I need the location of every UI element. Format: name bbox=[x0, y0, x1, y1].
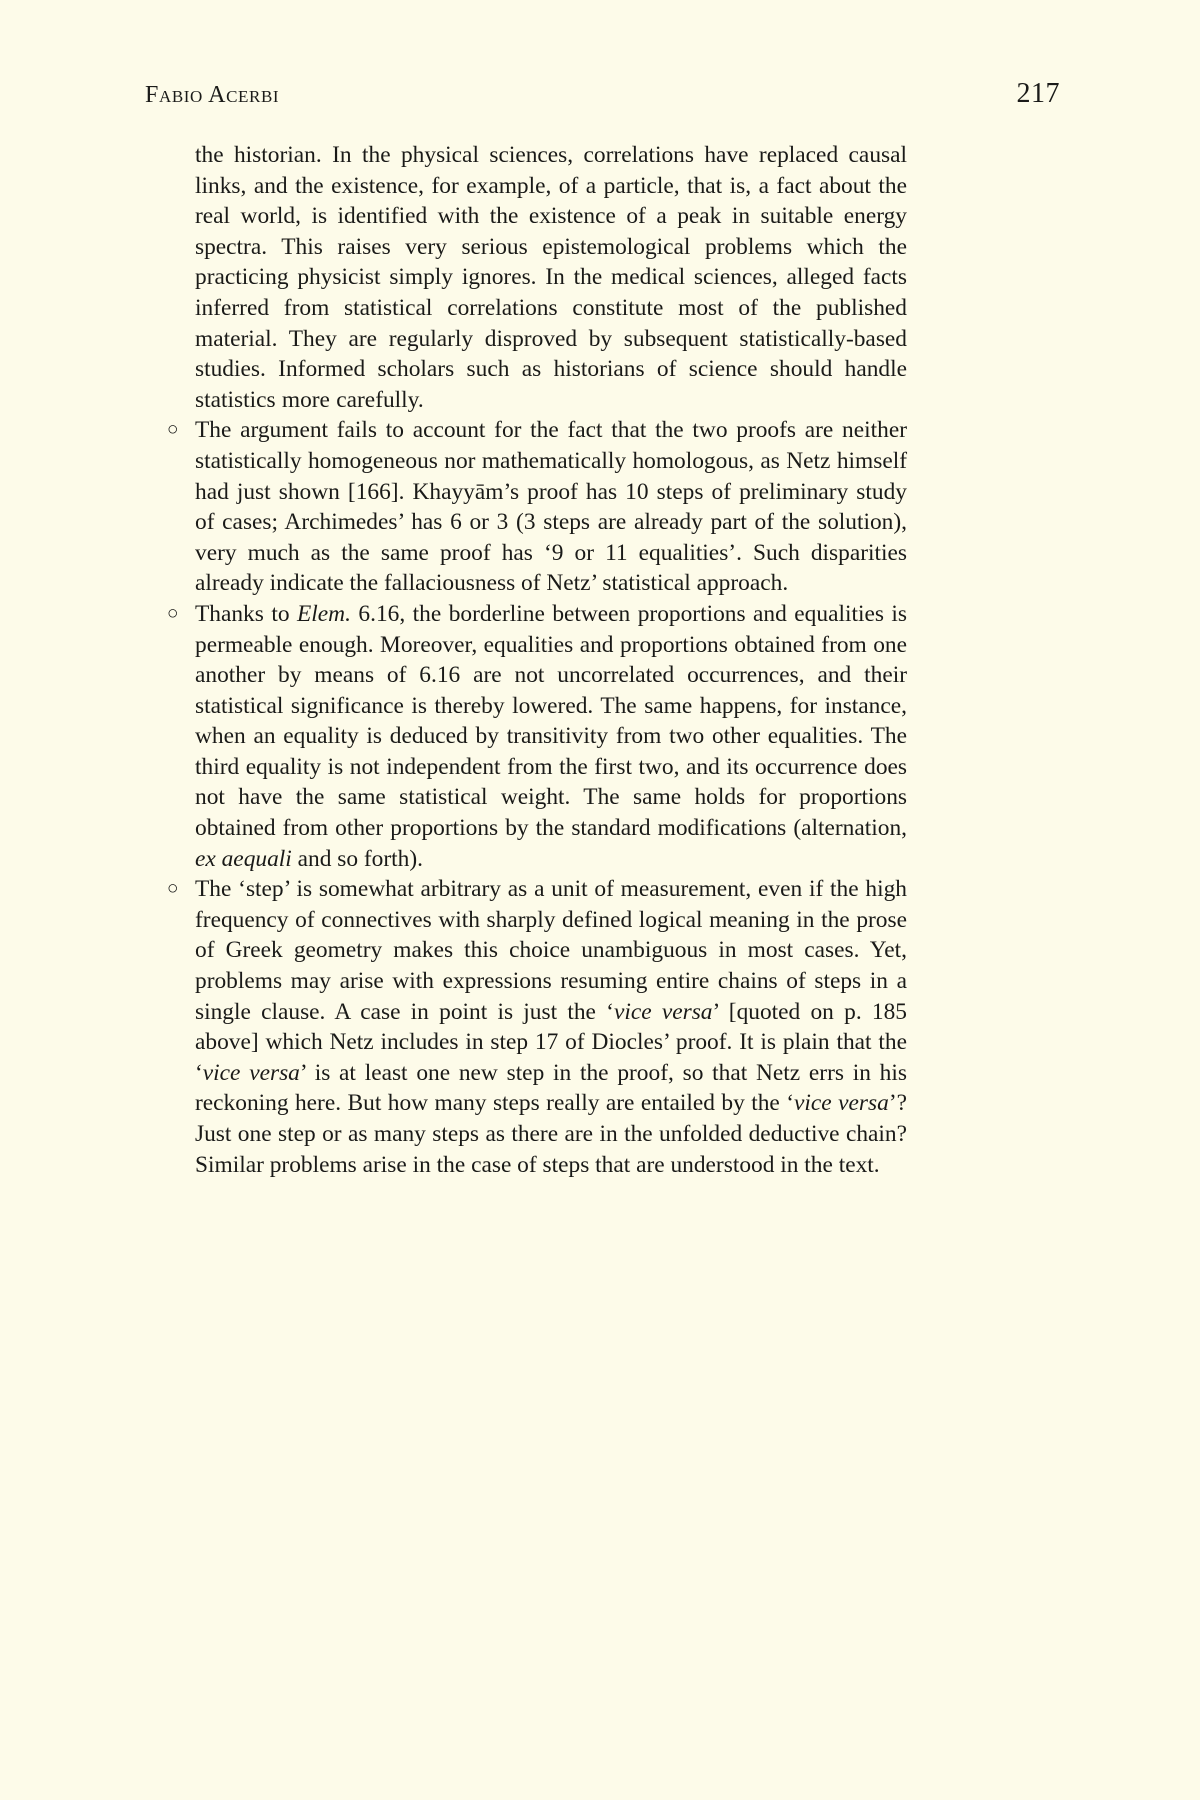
italic-run: ex aequali bbox=[195, 845, 292, 872]
running-head bbox=[145, 78, 1060, 110]
text-run: ’ [quoted on p. 185 above] which Netz includes in step 17 of Diocles’ proof. It is plain that the ‘ bbox=[195, 998, 907, 1086]
italic-run: Elem. bbox=[297, 600, 351, 627]
text-run: ’? Just one step or as many steps as there are in the unfolded deductive chain? Similar problems arise in the case of steps that are understood in the text. bbox=[195, 1090, 907, 1178]
text-run: and so forth). bbox=[291, 845, 423, 872]
page-number: 217 bbox=[1016, 78, 1060, 109]
running-head-author: Fabio Acerbi bbox=[145, 82, 280, 108]
continued-paragraph bbox=[145, 140, 907, 415]
list-item-text bbox=[195, 417, 907, 596]
text-run: The ‘step’ is somewhat arbitrary as a unit of measurement, even if the high frequency of connectives with sharply defined logical meaning in the prose of Greek geometry makes this choice unambiguous in most cases. Yet, problems may arise with expressions resuming entire chains of steps in a single clause. A case in point is just the ‘ bbox=[195, 876, 907, 1025]
list-item-text bbox=[195, 876, 907, 1177]
bullet-circle-icon: ○ bbox=[167, 419, 179, 441]
text-run: The argument fails to account for the fact that the two proofs are neither statistically homogeneous nor mathematically homologous, as Netz himself had just shown [166]. Khayyām’s proof has 10 steps of preliminary study of cases; Archimedes’ has 6 or 3 (3 steps are already part of the solution), very much as the same proof has ‘9 or 11 equalities’. Such disparities already indicate the fallaciousness of Netz’ statistical approach. bbox=[195, 417, 907, 597]
list-item-text bbox=[195, 601, 907, 872]
italic-run: vice versa bbox=[613, 998, 713, 1025]
list-item bbox=[145, 599, 907, 874]
text-run: the historian. In the physical sciences, correlations have replaced causal links, and the existence, for example, of a particle, that is, a fact about the real world, is identified with the existence of a peak in suitable energy spectra. This raises very serious epistemological problems which the practicing physicist simply ignores. In the medical sciences, alleged facts inferred from statistical correlations constitute most of the published material. They are regularly disproved by subsequent statistically-based studies. Informed scholars such as historians of science should handle statistics more carefully. bbox=[195, 142, 907, 413]
italic-run: vice versa bbox=[202, 1059, 300, 1086]
text-run: Thanks to bbox=[195, 600, 298, 627]
italic-run: vice versa bbox=[794, 1090, 889, 1117]
text-run: 6.16, the borderline between proportions and equalities is permeable enough. Moreover, equalities and proportions obtained from one another by means of 6.16 are not uncorrelated occurrences, and their statistical significance is thereby lowered. The same happens, for instance, when an equality is deduced by transitivity from two other equalities. The third equality is not independent from the first two, and its occurrence does not have the same statistical weight. The same holds for proportions obtained from other proportions by the standard modifications (alternation, bbox=[195, 600, 908, 842]
body-text-block bbox=[145, 140, 907, 1180]
bullet-circle-icon: ○ bbox=[167, 878, 179, 900]
bullet-circle-icon: ○ bbox=[167, 602, 179, 624]
list-item bbox=[145, 415, 907, 599]
list-item bbox=[145, 874, 907, 1180]
text-run: ’ is at least one new step in the proof, so that Netz errs in his reckoning here. But how many steps really are entailed by the ‘ bbox=[195, 1059, 907, 1117]
